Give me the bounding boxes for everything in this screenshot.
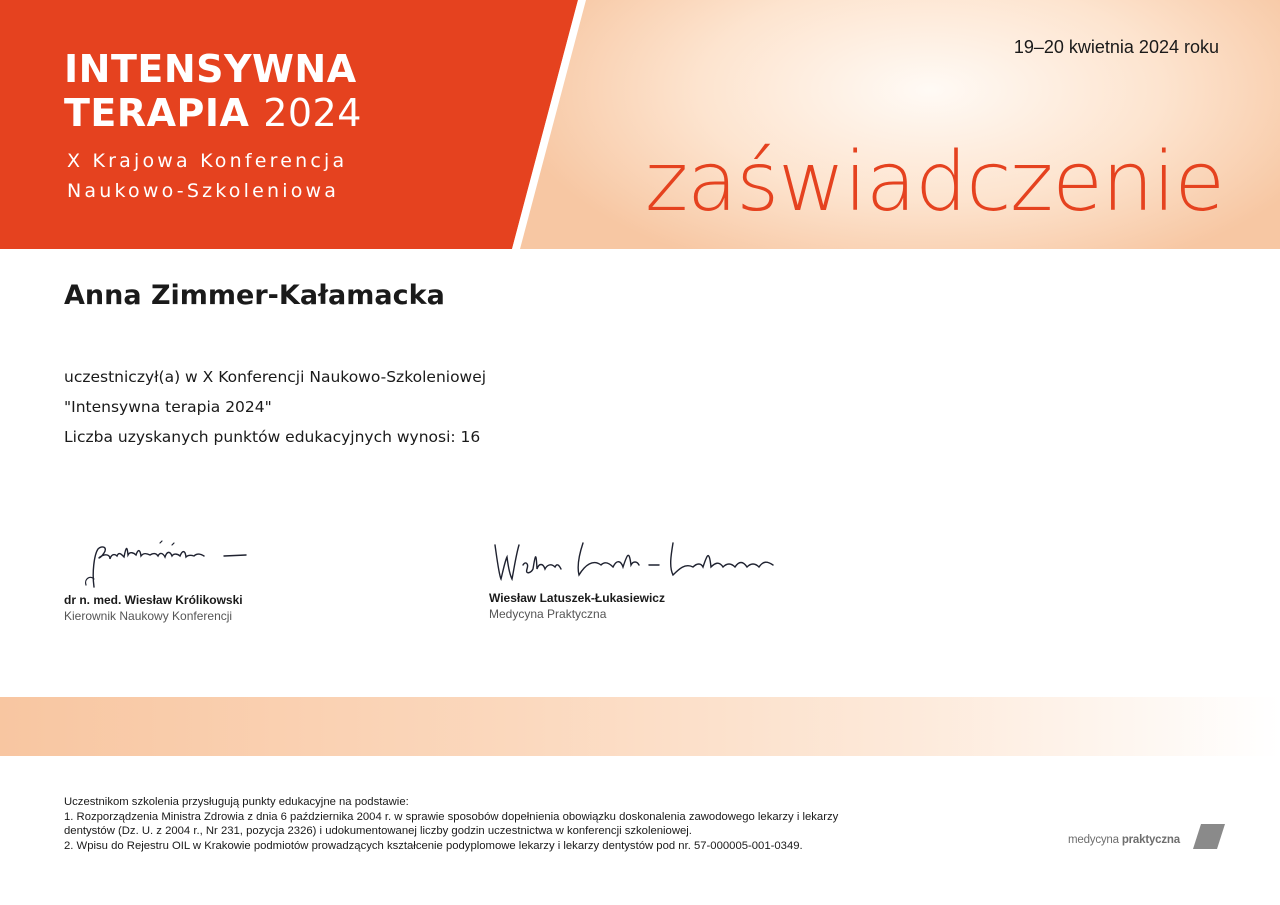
legal-basis-note (64, 795, 904, 853)
decorative-band (0, 697, 1280, 756)
conference-subtitle-line2: Naukowo-Szkoleniowa (67, 180, 340, 202)
signatory-role: Kierownik Naukowy Konferencji (64, 609, 233, 623)
handwritten-signature-krolikowski (64, 535, 254, 593)
conference-name: "Intensywna terapia 2024" (64, 398, 272, 416)
brand-wordmark (1068, 834, 1180, 846)
conference-logo-line2 (64, 91, 362, 135)
conference-logo-line1: INTENSYWNA (64, 47, 357, 91)
legal-basis-item1-line1: 1. Rozporządzenia Ministra Zdrowia z dnia 6 października 2004 r. w sprawie sposobów dopełnienia obowiązku doskonalenia zawodowego lekarzy i lekarzy (64, 810, 839, 823)
document-title: zaświadczenie (645, 135, 1224, 230)
participant-name: Anna Zimmer-Kałamacka (64, 280, 445, 311)
education-points-line: Liczba uzyskanych punktów edukacyjnych wynosi: 16 (64, 428, 481, 446)
conference-date: 19–20 kwietnia 2024 roku (1013, 37, 1219, 57)
legal-basis-item2: 2. Wpisu do Rejestru OIL w Krakowie podmiotów prowadzących kształcenie podyplomowe lekarzy i lekarzy dentystów pod nr. 57-000005-001-0349. (64, 839, 803, 852)
parallelogram-logo-icon (1193, 824, 1225, 849)
conference-subtitle-line1: X Krajowa Konferencja (67, 150, 348, 172)
signature-block-publisher (489, 535, 789, 621)
signature-block-scientific-director (64, 535, 254, 623)
conference-logo-word: TERAPIA (64, 91, 250, 135)
medycyna-praktyczna-logo (1068, 824, 1228, 850)
certificate-header (0, 0, 1280, 249)
legal-basis-item1-line2: dentystów (Dz. U. z 2004 r., Nr 231, pozycja 2326) i udokumentowanej liczby godzin uczestnictwa w konferencji szkoleniowej. (64, 825, 692, 837)
conference-logo-year: 2024 (263, 91, 362, 135)
signatory-name: Wiesław Latuszek-Łukasiewicz (489, 591, 665, 605)
signatory-name: dr n. med. Wiesław Królikowski (64, 593, 243, 607)
legal-basis-intro: Uczestnikom szkolenia przysługują punkty edukacyjne na podstawie: (64, 796, 409, 808)
handwritten-signature-latuszek-lukasiewicz (489, 535, 789, 591)
brand-word-praktyczna: praktyczna (1121, 834, 1180, 846)
participation-statement: uczestniczył(a) w X Konferencji Naukowo-Szkoleniowej (64, 368, 487, 386)
brand-word-medycyna: medycyna (1068, 834, 1119, 846)
signatory-role: Medycyna Praktyczna (489, 607, 607, 621)
